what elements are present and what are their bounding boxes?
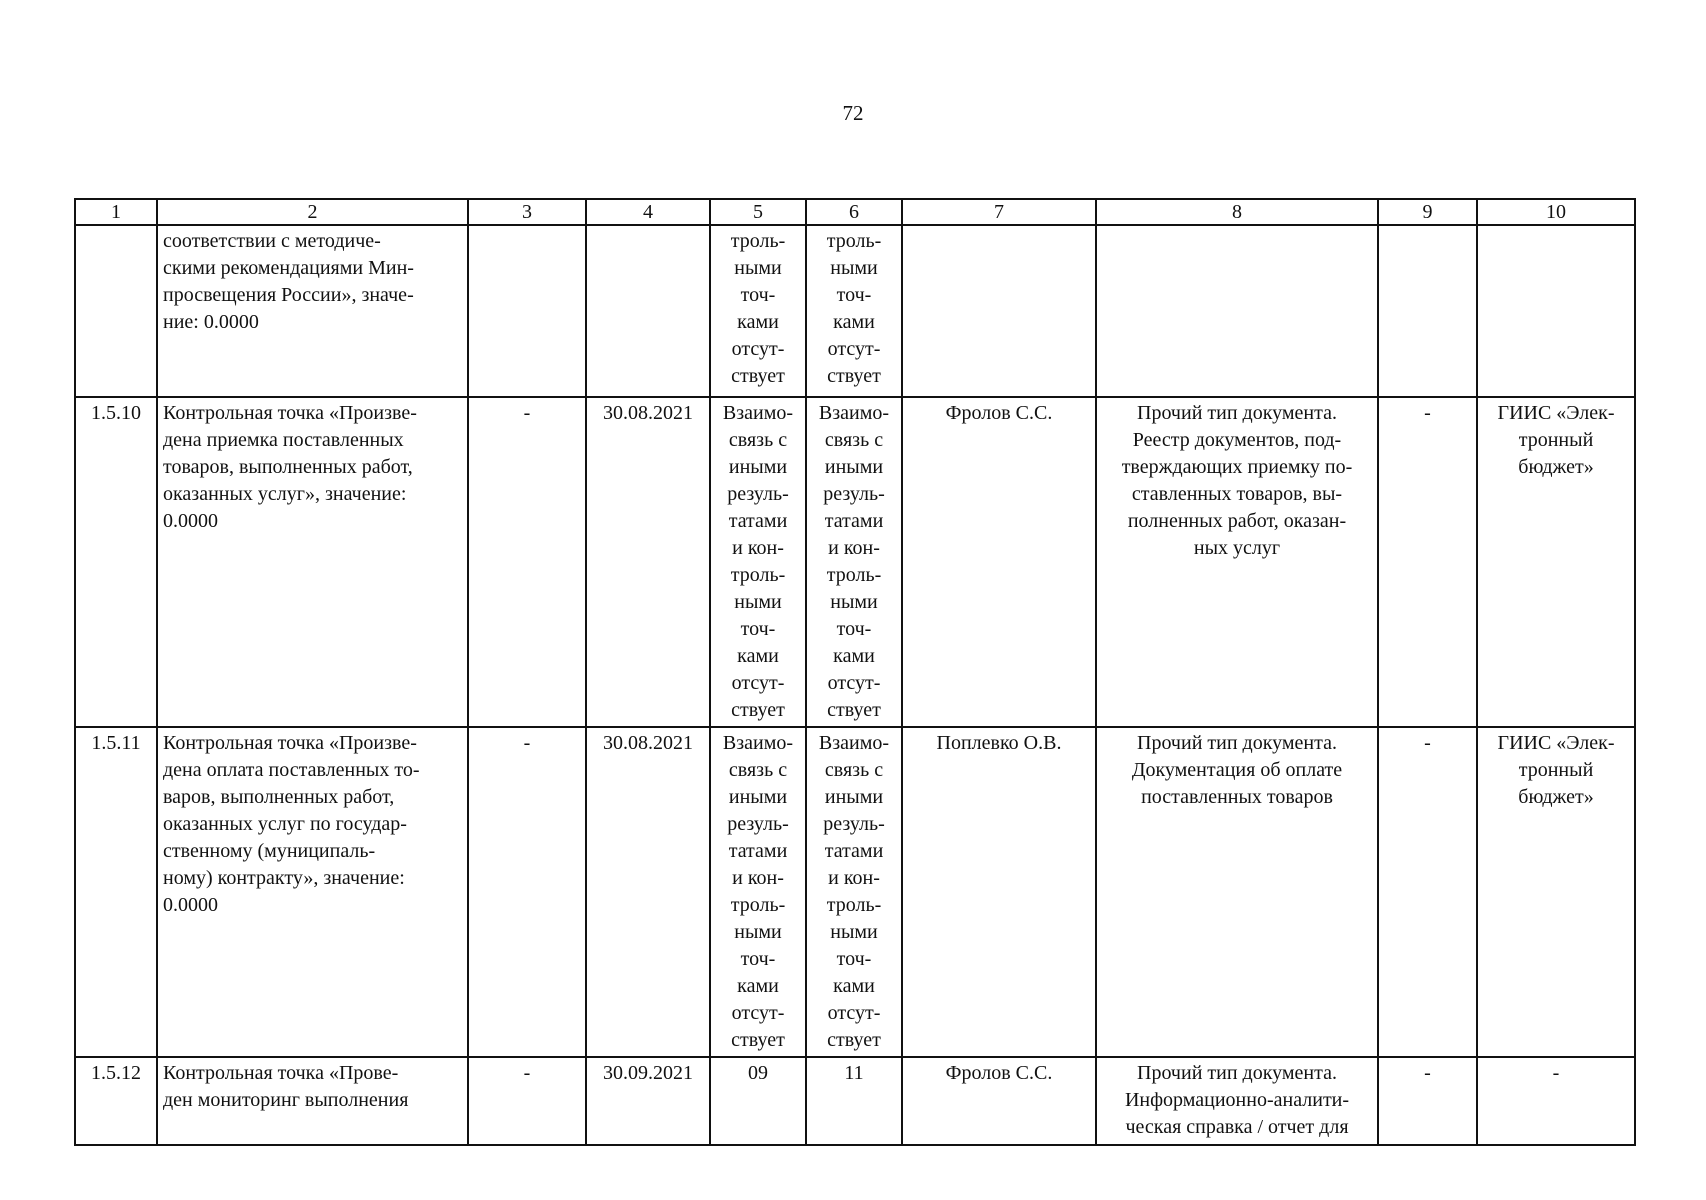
- column-header: 1: [75, 199, 157, 225]
- cell-line: тронный: [1518, 759, 1594, 781]
- cell-line: ными: [734, 591, 782, 613]
- cell-responsible: Фролов С.С.: [902, 397, 1096, 727]
- cell-line: иными: [728, 456, 788, 478]
- cell-line: ствует: [827, 1029, 881, 1051]
- cell-col9: -: [1378, 727, 1477, 1057]
- cell-number: [75, 225, 157, 397]
- cell-col5: [710, 397, 806, 727]
- cell-line: бюджет»: [1518, 456, 1594, 478]
- cell-line: ными: [830, 591, 878, 613]
- cell-line: троль-: [730, 230, 786, 252]
- cell-line: отсут-: [827, 338, 881, 360]
- table-row: [75, 727, 1635, 1057]
- plan-table: [74, 198, 1636, 1146]
- cell-line: связь с: [824, 759, 884, 781]
- cell-line: точ-: [740, 284, 776, 306]
- cell-line: татами: [824, 840, 884, 862]
- cell-responsible: [902, 225, 1096, 397]
- cell-date: [586, 225, 710, 397]
- cell-line: Документация об оплате: [1131, 759, 1343, 781]
- cell-col3: -: [468, 397, 586, 727]
- column-header: 6: [806, 199, 902, 225]
- cell-document: [1096, 225, 1378, 397]
- column-header: 4: [586, 199, 710, 225]
- cell-line: иными: [728, 786, 788, 808]
- cell-date: 30.08.2021: [586, 727, 710, 1057]
- cell-number: 1.5.11: [75, 727, 157, 1057]
- cell-line: ГИИС «Элек-: [1497, 402, 1615, 424]
- cell-line: ными: [734, 921, 782, 943]
- cell-number: 1.5.10: [75, 397, 157, 727]
- cell-line: и кон-: [828, 867, 880, 889]
- cell-line: отсут-: [731, 1002, 785, 1024]
- cell-line: связь с: [728, 429, 788, 451]
- cell-line: тронный: [1518, 429, 1594, 451]
- cell-line: оказанных услуг по государ-: [163, 813, 407, 835]
- column-header: 8: [1096, 199, 1378, 225]
- cell-line: Прочий тип документа.: [1137, 402, 1337, 424]
- cell-line: ками: [737, 311, 779, 333]
- cell-col6: [806, 727, 902, 1057]
- cell-line: варов, выполненных работ,: [163, 786, 395, 808]
- cell-col3: -: [468, 1057, 586, 1145]
- cell-line: Взаимо-: [818, 402, 890, 424]
- cell-line: ками: [833, 311, 875, 333]
- cell-col9: [1378, 225, 1477, 397]
- cell-line: ками: [737, 645, 779, 667]
- cell-line: оказанных услуг», значение:: [163, 483, 407, 505]
- cell-line: ками: [833, 645, 875, 667]
- cell-number: 1.5.12: [75, 1057, 157, 1145]
- cell-line: отсут-: [827, 1002, 881, 1024]
- cell-col3: -: [468, 727, 586, 1057]
- cell-line: ных услуг: [1193, 537, 1281, 559]
- cell-line: просвещения России», значе-: [163, 284, 414, 306]
- cell-system: [1477, 1057, 1635, 1145]
- cell-col9: -: [1378, 397, 1477, 727]
- cell-line: ствует: [827, 699, 881, 721]
- cell-line: полненных работ, оказан-: [1127, 510, 1347, 532]
- cell-name: [157, 1057, 468, 1145]
- cell-line: -: [1552, 1062, 1560, 1084]
- cell-line: ден мониторинг выполнения: [163, 1089, 409, 1111]
- cell-line: 11: [844, 1062, 864, 1084]
- cell-line: 09: [748, 1062, 768, 1084]
- cell-line: точ-: [740, 948, 776, 970]
- cell-line: ками: [833, 975, 875, 997]
- cell-line: ставленных товаров, вы-: [1131, 483, 1343, 505]
- cell-col6: [806, 225, 902, 397]
- cell-line: Взаимо-: [722, 402, 794, 424]
- cell-line: ными: [830, 921, 878, 943]
- cell-line: точ-: [836, 284, 872, 306]
- cell-line: иными: [824, 456, 884, 478]
- cell-document: [1096, 727, 1378, 1057]
- cell-name: [157, 397, 468, 727]
- cell-line: иными: [824, 786, 884, 808]
- cell-date: 30.09.2021: [586, 1057, 710, 1145]
- cell-system: [1477, 397, 1635, 727]
- cell-line: 0.0000: [163, 510, 218, 532]
- table-row: [75, 1057, 1635, 1145]
- cell-line: связь с: [824, 429, 884, 451]
- cell-line: ственному (муниципаль-: [163, 840, 376, 862]
- cell-line: ческая справка / отчет для: [1125, 1116, 1349, 1138]
- cell-line: и кон-: [732, 537, 784, 559]
- cell-col5: [710, 727, 806, 1057]
- cell-line: Контрольная точка «Произве-: [163, 732, 417, 754]
- cell-date: 30.08.2021: [586, 397, 710, 727]
- cell-name: [157, 225, 468, 397]
- cell-line: ствует: [731, 1029, 785, 1051]
- cell-line: троль-: [826, 230, 882, 252]
- cell-line: Контрольная точка «Прове-: [163, 1062, 399, 1084]
- cell-system: [1477, 727, 1635, 1057]
- cell-line: Прочий тип документа.: [1137, 1062, 1337, 1084]
- column-header: 2: [157, 199, 468, 225]
- cell-line: резуль-: [823, 483, 885, 505]
- cell-line: ному) контракту», значение:: [163, 867, 405, 889]
- cell-line: татами: [824, 510, 884, 532]
- cell-line: дена приемка поставленных: [163, 429, 404, 451]
- cell-line: ствует: [731, 699, 785, 721]
- cell-line: поставленных товаров: [1141, 786, 1333, 808]
- cell-line: точ-: [740, 618, 776, 640]
- column-header: 5: [710, 199, 806, 225]
- cell-line: скими рекомендациями Мин-: [163, 257, 414, 279]
- column-header: 7: [902, 199, 1096, 225]
- cell-line: троль-: [826, 894, 882, 916]
- cell-line: троль-: [826, 564, 882, 586]
- cell-line: Контрольная точка «Произве-: [163, 402, 417, 424]
- cell-col6: [806, 1057, 902, 1145]
- column-header: 3: [468, 199, 586, 225]
- cell-line: ными: [830, 257, 878, 279]
- cell-col5: [710, 1057, 806, 1145]
- cell-col3: [468, 225, 586, 397]
- cell-line: товаров, выполненных работ,: [163, 456, 413, 478]
- cell-document: [1096, 1057, 1378, 1145]
- table-row: [75, 397, 1635, 727]
- cell-line: отсут-: [827, 672, 881, 694]
- column-header: 10: [1477, 199, 1635, 225]
- cell-line: резуль-: [727, 813, 789, 835]
- cell-system: [1477, 225, 1635, 397]
- cell-line: 0.0000: [163, 894, 218, 916]
- cell-line: ние: 0.0000: [163, 311, 259, 333]
- cell-line: троль-: [730, 564, 786, 586]
- cell-line: Взаимо-: [818, 732, 890, 754]
- cell-responsible: Фролов С.С.: [902, 1057, 1096, 1145]
- cell-line: Информационно-аналити-: [1124, 1089, 1350, 1111]
- cell-line: татами: [728, 840, 788, 862]
- cell-line: дена оплата поставленных то-: [163, 759, 420, 781]
- cell-line: ГИИС «Элек-: [1497, 732, 1615, 754]
- cell-line: точ-: [836, 618, 872, 640]
- cell-line: татами: [728, 510, 788, 532]
- cell-line: Прочий тип документа.: [1137, 732, 1337, 754]
- cell-col6: [806, 397, 902, 727]
- cell-line: бюджет»: [1518, 786, 1594, 808]
- cell-line: резуль-: [727, 483, 789, 505]
- cell-name: [157, 727, 468, 1057]
- cell-col5: [710, 225, 806, 397]
- cell-line: резуль-: [823, 813, 885, 835]
- cell-col9: -: [1378, 1057, 1477, 1145]
- cell-line: и кон-: [828, 537, 880, 559]
- cell-line: Взаимо-: [722, 732, 794, 754]
- cell-line: связь с: [728, 759, 788, 781]
- cell-line: соответствии с методиче-: [163, 230, 381, 252]
- header-row: [75, 199, 1635, 225]
- cell-line: ствует: [827, 365, 881, 387]
- page-number: 72: [842, 101, 864, 125]
- cell-line: отсут-: [731, 672, 785, 694]
- cell-line: и кон-: [732, 867, 784, 889]
- cell-line: ствует: [731, 365, 785, 387]
- cell-line: тверждающих приемку по-: [1121, 456, 1353, 478]
- cell-line: Реестр документов, под-: [1132, 429, 1342, 451]
- cell-line: ками: [737, 975, 779, 997]
- cell-responsible: Поплевко О.В.: [902, 727, 1096, 1057]
- cell-line: отсут-: [731, 338, 785, 360]
- cell-line: троль-: [730, 894, 786, 916]
- cell-document: [1096, 397, 1378, 727]
- cell-line: точ-: [836, 948, 872, 970]
- cell-line: ными: [734, 257, 782, 279]
- column-header: 9: [1378, 199, 1477, 225]
- table-row: [75, 225, 1635, 397]
